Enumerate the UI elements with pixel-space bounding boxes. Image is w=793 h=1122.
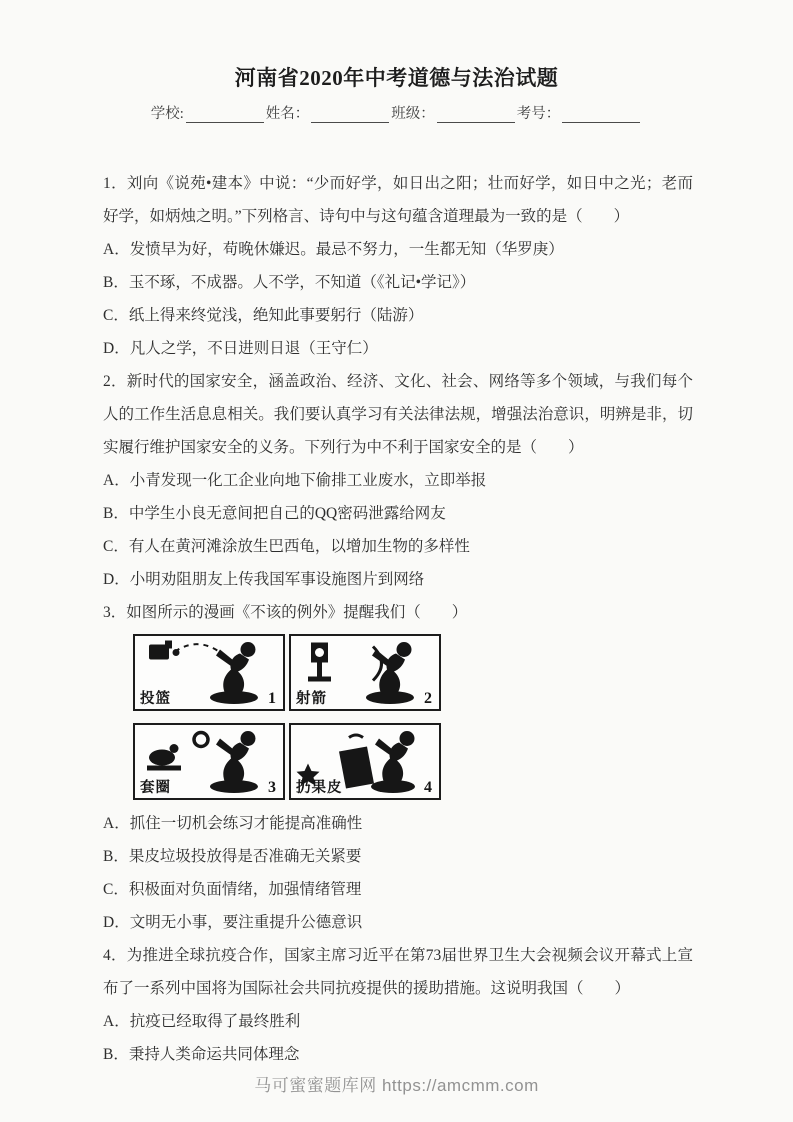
comic-panel-archery [289, 634, 441, 711]
question-2-option-d: D．小明劝阻朋友上传我国军事设施图片到网络 [103, 571, 425, 588]
question-3 [103, 596, 693, 939]
comic-panel-2-label: 射箭 [296, 691, 327, 707]
class-field-label: 班级： [391, 106, 435, 122]
class-blank-line [437, 107, 515, 123]
question-4 [103, 939, 693, 1071]
question-3-option-a: A．抓住一切机会练习才能提高准确性 [103, 815, 363, 832]
question-2-option-b: B．中学生小良无意间把自己的QQ密码泄露给网友 [103, 505, 446, 522]
question-1-option-a: A．发愤早为好，苟晚休嫌迟。最忌不努力，一生都无知（华罗庚） [103, 241, 564, 258]
question-4-stem: 4．为推进全球抗疫合作，国家主席习近平在第73届世界卫生大会视频会议开幕式上宣布了一系列中国将为国际社会共同抗疫提供的援助措施。这说明我国（ ） [103, 947, 693, 997]
question-4-option-b: B．秉持人类命运共同体理念 [103, 1046, 300, 1063]
exam-number-blank-line [562, 107, 640, 123]
question-1-stem: 1．刘向《说苑•建本》中说：“少而好学，如日出之阳；壮而好学，如日中之光；老而好学，如炳烛之明。”下列格言、诗句中与这句蕴含道理最为一致的是（ ） [103, 175, 693, 225]
question-3-option-d: D．文明无小事，要注重提升公德意识 [103, 914, 363, 931]
watermark-footer: 马可蜜蜜题库网 https://amcmm.com [254, 1076, 539, 1095]
question-1 [103, 167, 693, 365]
question-2-stem: 2．新时代的国家安全，涵盖政治、经济、文化、社会、网络等多个领域，与我们每个人的工作生活息息相关。我们要认真学习有关法律法规，增强法治意识，明辨是非，切实履行维护国家安全的义务。下列行为中不利于国家安全的是（ ） [103, 373, 693, 456]
question-3-option-b: B．果皮垃圾投放得是否准确无关紧要 [103, 848, 362, 865]
name-field [266, 102, 392, 123]
question-4-option-a: A．抗疫已经取得了最终胜利 [103, 1013, 301, 1030]
exam-number-field-label: 考号： [516, 106, 561, 122]
school-field-label: 学校: [150, 106, 184, 122]
class-field [391, 102, 517, 123]
question-2-option-a: A．小青发现一化工企业向地下偷排工业废水，立即举报 [103, 472, 487, 489]
question-1-option-c: C．纸上得来终觉浅，绝知此事要躬行（陆游） [103, 307, 424, 324]
comic-panel-1-number: 1 [268, 690, 276, 707]
comic-panel-2-number: 2 [424, 690, 432, 707]
name-field-label: 姓名： [265, 106, 310, 122]
comic-panel-4-label: 扔果皮 [296, 780, 343, 796]
comic-panel-ring-toss [133, 723, 285, 800]
comic-panel-3-label: 套圈 [140, 780, 171, 796]
school-field [151, 102, 266, 123]
student-info-row [0, 102, 793, 123]
question-3-option-c: C．积极面对负面情绪，加强情绪管理 [103, 881, 362, 898]
question-3-stem: 3．如图所示的漫画《不该的例外》提醒我们（ ） [103, 604, 468, 621]
exam-number-field [517, 102, 643, 123]
comic-panel-litter [289, 723, 441, 800]
comic-panel-basketball [133, 634, 285, 711]
name-blank-line [311, 107, 389, 123]
comic-panel-3-number: 3 [268, 779, 276, 796]
school-blank-line [186, 107, 264, 123]
comic-image [133, 634, 693, 800]
page-title: 河南省2020年中考道德与法治试题 [234, 66, 559, 90]
questions-area [103, 167, 693, 1071]
question-1-option-b: B．玉不琢，不成器。人不学，不知道（《礼记•学记》） [103, 274, 476, 291]
comic-panel-4-number: 4 [424, 779, 432, 796]
question-1-option-d: D．凡人之学，不日进则日退（王守仁） [103, 340, 378, 357]
question-2 [103, 365, 693, 596]
comic-panel-1-label: 投篮 [140, 691, 171, 707]
question-2-option-c: C．有人在黄河滩涂放生巴西龟，以增加生物的多样性 [103, 538, 470, 555]
